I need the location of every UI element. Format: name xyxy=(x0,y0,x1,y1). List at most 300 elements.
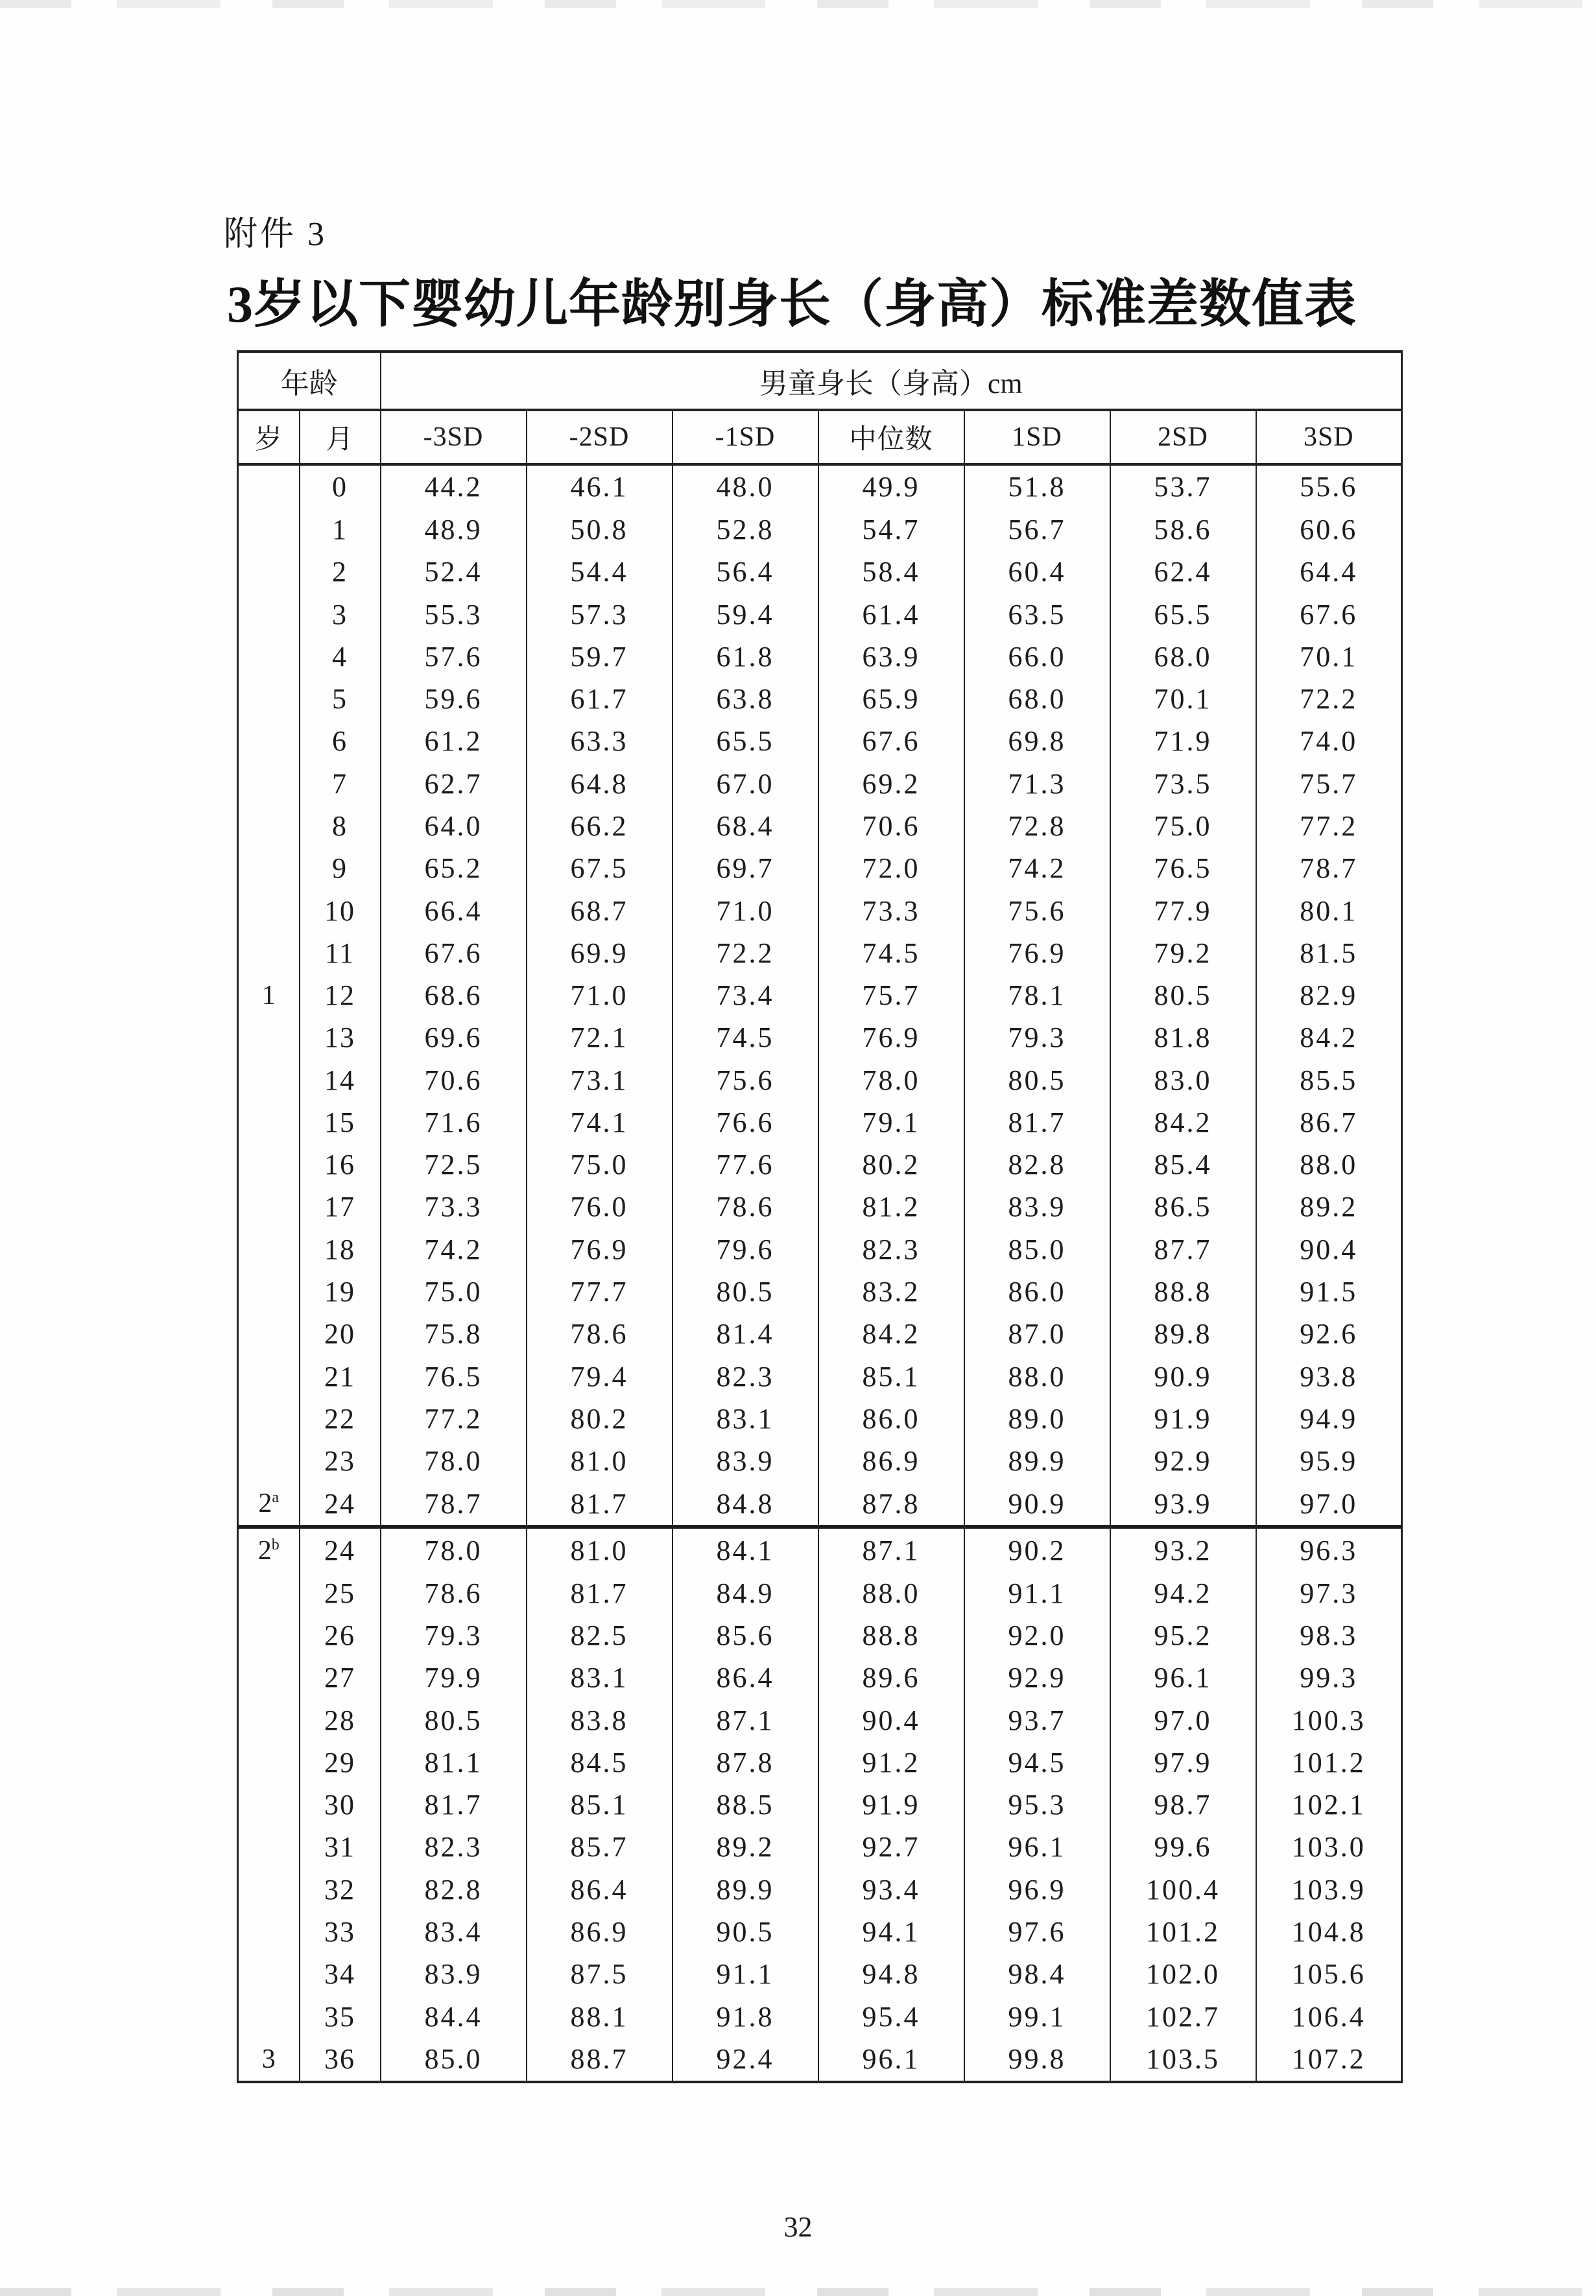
value-cell: 96.1 xyxy=(818,2038,964,2082)
value-cell: 58.6 xyxy=(1110,508,1256,551)
value-cell: 72.5 xyxy=(381,1143,527,1186)
value-cell: 87.7 xyxy=(1110,1228,1256,1271)
value-cell: 81.7 xyxy=(527,1572,673,1614)
value-cell: 48.0 xyxy=(673,464,818,508)
value-cell: 86.7 xyxy=(1256,1101,1402,1143)
value-cell: 87.8 xyxy=(818,1482,964,1527)
value-cell: 75.6 xyxy=(673,1059,818,1101)
year-cell: 2$^b$ xyxy=(238,1527,300,1572)
value-cell: 67.0 xyxy=(673,763,818,805)
month-cell: 10 xyxy=(300,889,381,931)
value-cell: 72.8 xyxy=(964,805,1110,847)
value-cell: 83.0 xyxy=(1110,1059,1256,1101)
value-cell: 74.1 xyxy=(527,1101,673,1143)
value-cell: 88.1 xyxy=(527,1995,673,2037)
year-cell xyxy=(238,1911,300,1953)
value-cell: 81.4 xyxy=(673,1313,818,1355)
value-cell: 63.5 xyxy=(964,593,1110,635)
value-cell: 57.3 xyxy=(527,593,673,635)
value-cell: 98.3 xyxy=(1256,1614,1402,1656)
table-row xyxy=(238,1784,1402,1826)
value-cell: 85.1 xyxy=(818,1355,964,1397)
value-cell: 67.6 xyxy=(381,932,527,974)
value-cell: 77.9 xyxy=(1110,889,1256,931)
value-cell: 73.4 xyxy=(673,974,818,1016)
month-cell: 30 xyxy=(300,1784,381,1826)
month-cell: 29 xyxy=(300,1741,381,1784)
value-cell: 98.7 xyxy=(1110,1784,1256,1826)
value-cell: 86.9 xyxy=(527,1911,673,1953)
value-cell: 68.4 xyxy=(673,805,818,847)
value-cell: 91.5 xyxy=(1256,1271,1402,1313)
value-cell: 96.1 xyxy=(1110,1656,1256,1699)
table-row xyxy=(238,1482,1402,1527)
month-cell: 23 xyxy=(300,1440,381,1482)
value-cell: 81.0 xyxy=(527,1527,673,1572)
value-cell: 81.7 xyxy=(527,1482,673,1527)
value-cell: 104.8 xyxy=(1256,1911,1402,1953)
month-cell: 13 xyxy=(300,1016,381,1058)
value-cell: 90.2 xyxy=(964,1527,1110,1572)
value-cell: 92.7 xyxy=(818,1826,964,1868)
value-cell: 87.0 xyxy=(964,1313,1110,1355)
table-row xyxy=(238,974,1402,1016)
value-cell: 58.4 xyxy=(818,551,964,593)
value-cell: 69.6 xyxy=(381,1016,527,1058)
value-cell: 82.3 xyxy=(381,1826,527,1868)
value-cell: 94.1 xyxy=(818,1911,964,1953)
value-cell: 79.4 xyxy=(527,1355,673,1397)
value-cell: 88.8 xyxy=(1110,1271,1256,1313)
year-cell: 3 xyxy=(238,2038,300,2082)
value-cell: 62.7 xyxy=(381,763,527,805)
value-cell: 78.1 xyxy=(964,974,1110,1016)
value-cell: 76.6 xyxy=(673,1101,818,1143)
value-cell: 78.6 xyxy=(381,1572,527,1614)
value-cell: 76.0 xyxy=(527,1186,673,1228)
value-cell: 79.6 xyxy=(673,1228,818,1271)
table-row xyxy=(238,847,1402,889)
value-cell: 100.4 xyxy=(1110,1869,1256,1911)
year-cell xyxy=(238,1784,300,1826)
value-cell: 95.2 xyxy=(1110,1614,1256,1656)
value-cell: 72.1 xyxy=(527,1016,673,1058)
table-row xyxy=(238,1527,1402,1572)
value-cell: 78.6 xyxy=(673,1186,818,1228)
value-cell: 59.6 xyxy=(381,678,527,720)
month-cell: 28 xyxy=(300,1699,381,1741)
value-cell: 52.8 xyxy=(673,508,818,551)
year-superscript: a xyxy=(272,1489,280,1507)
year-cell: 1 xyxy=(238,974,300,1016)
month-cell: 27 xyxy=(300,1656,381,1699)
month-cell: 2 xyxy=(300,551,381,593)
value-cell: 83.8 xyxy=(527,1699,673,1741)
table-row xyxy=(238,1016,1402,1058)
value-cell: 89.0 xyxy=(964,1398,1110,1440)
value-cell: 78.0 xyxy=(381,1440,527,1482)
value-cell: 83.4 xyxy=(381,1911,527,1953)
value-cell: 65.5 xyxy=(1110,593,1256,635)
value-cell: 71.3 xyxy=(964,763,1110,805)
value-cell: 82.5 xyxy=(527,1614,673,1656)
month-cell: 17 xyxy=(300,1186,381,1228)
value-cell: 84.9 xyxy=(673,1572,818,1614)
value-cell: 76.5 xyxy=(1110,847,1256,889)
value-cell: 82.3 xyxy=(818,1228,964,1271)
value-cell: 99.6 xyxy=(1110,1826,1256,1868)
year-cell xyxy=(238,1440,300,1482)
value-cell: 46.1 xyxy=(527,464,673,508)
value-cell: 93.2 xyxy=(1110,1527,1256,1572)
value-cell: 73.5 xyxy=(1110,763,1256,805)
value-cell: 53.7 xyxy=(1110,464,1256,508)
value-cell: 51.8 xyxy=(964,464,1110,508)
month-cell: 14 xyxy=(300,1059,381,1101)
value-cell: 77.6 xyxy=(673,1143,818,1186)
value-cell: 88.0 xyxy=(964,1355,1110,1397)
value-cell: 69.9 xyxy=(527,932,673,974)
value-cell: 68.7 xyxy=(527,889,673,931)
value-cell: 83.9 xyxy=(381,1953,527,1995)
value-cell: 69.7 xyxy=(673,847,818,889)
table-row xyxy=(238,932,1402,974)
month-cell: 4 xyxy=(300,636,381,678)
value-cell: 92.4 xyxy=(673,2038,818,2082)
month-cell: 7 xyxy=(300,763,381,805)
value-cell: 79.9 xyxy=(381,1656,527,1699)
value-cell: 68.0 xyxy=(1110,636,1256,678)
value-cell: 83.1 xyxy=(527,1656,673,1699)
value-cell: 89.9 xyxy=(964,1440,1110,1482)
value-cell: 101.2 xyxy=(1256,1741,1402,1784)
page-number: 32 xyxy=(783,2211,813,2243)
value-cell: 81.2 xyxy=(818,1186,964,1228)
table-row xyxy=(238,551,1402,593)
value-cell: 80.5 xyxy=(673,1271,818,1313)
value-cell: 83.2 xyxy=(818,1271,964,1313)
value-cell: 80.5 xyxy=(964,1059,1110,1101)
value-cell: 90.9 xyxy=(964,1482,1110,1527)
table-body xyxy=(238,464,1402,2082)
year-cell xyxy=(238,932,300,974)
year-cell xyxy=(238,1101,300,1143)
value-cell: 94.2 xyxy=(1110,1572,1256,1614)
year-cell xyxy=(238,1016,300,1058)
value-cell: 93.4 xyxy=(818,1869,964,1911)
value-cell: 74.2 xyxy=(381,1228,527,1271)
month-cell: 24 xyxy=(300,1482,381,1527)
header-column-row xyxy=(238,410,1402,464)
header-age-group: 年龄 xyxy=(238,352,381,410)
value-cell: 92.6 xyxy=(1256,1313,1402,1355)
column-header-minus3sd: -3SD xyxy=(381,410,527,464)
month-cell: 36 xyxy=(300,2038,381,2082)
table-row xyxy=(238,593,1402,635)
year-cell: 2$^a$ xyxy=(238,1482,300,1527)
value-cell: 89.2 xyxy=(1256,1186,1402,1228)
value-cell: 86.5 xyxy=(1110,1186,1256,1228)
table-row xyxy=(238,2038,1402,2082)
table-row xyxy=(238,464,1402,508)
column-header-1sd: 1SD xyxy=(964,410,1110,464)
value-cell: 49.9 xyxy=(818,464,964,508)
value-cell: 65.9 xyxy=(818,678,964,720)
value-cell: 48.9 xyxy=(381,508,527,551)
value-cell: 95.4 xyxy=(818,1995,964,2037)
value-cell: 70.1 xyxy=(1110,678,1256,720)
value-cell: 87.1 xyxy=(818,1527,964,1572)
value-cell: 84.1 xyxy=(673,1527,818,1572)
month-cell: 8 xyxy=(300,805,381,847)
value-cell: 74.5 xyxy=(818,932,964,974)
year-cell xyxy=(238,805,300,847)
value-cell: 93.9 xyxy=(1110,1482,1256,1527)
month-cell: 16 xyxy=(300,1143,381,1186)
year-cell xyxy=(238,1741,300,1784)
value-cell: 81.7 xyxy=(381,1784,527,1826)
value-cell: 71.6 xyxy=(381,1101,527,1143)
table-row xyxy=(238,1228,1402,1271)
value-cell: 70.6 xyxy=(381,1059,527,1101)
year-cell xyxy=(238,1826,300,1868)
table-row xyxy=(238,1355,1402,1397)
value-cell: 75.7 xyxy=(1256,763,1402,805)
column-header-2sd: 2SD xyxy=(1110,410,1256,464)
column-header-minus2sd: -2SD xyxy=(527,410,673,464)
column-header-minus1sd: -1SD xyxy=(673,410,818,464)
value-cell: 76.5 xyxy=(381,1355,527,1397)
value-cell: 84.4 xyxy=(381,1995,527,2037)
table-row xyxy=(238,1059,1402,1101)
value-cell: 77.2 xyxy=(1256,805,1402,847)
table-row xyxy=(238,1186,1402,1228)
value-cell: 89.8 xyxy=(1110,1313,1256,1355)
month-cell: 3 xyxy=(300,593,381,635)
value-cell: 92.9 xyxy=(964,1656,1110,1699)
value-cell: 79.1 xyxy=(818,1101,964,1143)
value-cell: 94.5 xyxy=(964,1741,1110,1784)
year-superscript: b xyxy=(271,1536,280,1553)
year-cell xyxy=(238,508,300,551)
header-measure-group: 男童身长（身高）cm xyxy=(381,352,1402,410)
value-cell: 78.0 xyxy=(381,1527,527,1572)
year-cell xyxy=(238,464,300,508)
month-cell: 19 xyxy=(300,1271,381,1313)
value-cell: 85.4 xyxy=(1110,1143,1256,1186)
value-cell: 91.9 xyxy=(1110,1398,1256,1440)
value-cell: 88.5 xyxy=(673,1784,818,1826)
value-cell: 103.9 xyxy=(1256,1869,1402,1911)
value-cell: 86.0 xyxy=(818,1398,964,1440)
table-row xyxy=(238,1869,1402,1911)
value-cell: 92.9 xyxy=(1110,1440,1256,1482)
table-row xyxy=(238,1699,1402,1741)
value-cell: 65.5 xyxy=(673,720,818,762)
value-cell: 73.3 xyxy=(818,889,964,931)
value-cell: 64.0 xyxy=(381,805,527,847)
value-cell: 55.6 xyxy=(1256,464,1402,508)
scan-artifact-top xyxy=(0,0,1596,8)
value-cell: 74.0 xyxy=(1256,720,1402,762)
value-cell: 96.1 xyxy=(964,1826,1110,1868)
value-cell: 92.0 xyxy=(964,1614,1110,1656)
value-cell: 94.8 xyxy=(818,1953,964,1995)
value-cell: 65.2 xyxy=(381,847,527,889)
value-cell: 88.0 xyxy=(818,1572,964,1614)
value-cell: 87.1 xyxy=(673,1699,818,1741)
value-cell: 85.6 xyxy=(673,1614,818,1656)
value-cell: 79.3 xyxy=(381,1614,527,1656)
value-cell: 78.0 xyxy=(818,1059,964,1101)
value-cell: 102.1 xyxy=(1256,1784,1402,1826)
value-cell: 82.8 xyxy=(964,1143,1110,1186)
value-cell: 103.5 xyxy=(1110,2038,1256,2082)
value-cell: 44.2 xyxy=(381,464,527,508)
value-cell: 86.4 xyxy=(673,1656,818,1699)
month-cell: 34 xyxy=(300,1953,381,1995)
value-cell: 88.0 xyxy=(1256,1143,1402,1186)
value-cell: 76.9 xyxy=(527,1228,673,1271)
scan-artifact-bottom xyxy=(0,2288,1596,2296)
value-cell: 75.0 xyxy=(527,1143,673,1186)
value-cell: 63.8 xyxy=(673,678,818,720)
value-cell: 80.5 xyxy=(1110,974,1256,1016)
value-cell: 68.0 xyxy=(964,678,1110,720)
value-cell: 84.2 xyxy=(818,1313,964,1355)
year-cell xyxy=(238,678,300,720)
table-row xyxy=(238,1313,1402,1355)
value-cell: 80.1 xyxy=(1256,889,1402,931)
table-row xyxy=(238,1398,1402,1440)
month-cell: 24 xyxy=(300,1527,381,1572)
value-cell: 86.4 xyxy=(527,1869,673,1911)
value-cell: 54.7 xyxy=(818,508,964,551)
table-row xyxy=(238,1741,1402,1784)
value-cell: 96.3 xyxy=(1256,1527,1402,1572)
page-title: 3岁以下婴幼儿年龄别身长（身高）标准差数值表 xyxy=(227,276,1357,333)
value-cell: 60.6 xyxy=(1256,508,1402,551)
value-cell: 85.7 xyxy=(527,1826,673,1868)
month-cell: 26 xyxy=(300,1614,381,1656)
table-header xyxy=(238,352,1402,464)
table-row xyxy=(238,1656,1402,1699)
column-header-month: 月 xyxy=(300,410,381,464)
value-cell: 77.2 xyxy=(381,1398,527,1440)
value-cell: 91.1 xyxy=(964,1572,1110,1614)
value-cell: 97.0 xyxy=(1256,1482,1402,1527)
value-cell: 63.9 xyxy=(818,636,964,678)
value-cell: 84.2 xyxy=(1110,1101,1256,1143)
year-cell xyxy=(238,1059,300,1101)
value-cell: 87.8 xyxy=(673,1741,818,1784)
value-cell: 61.8 xyxy=(673,636,818,678)
table-row xyxy=(238,1271,1402,1313)
year-cell xyxy=(238,1313,300,1355)
value-cell: 94.9 xyxy=(1256,1398,1402,1440)
value-cell: 80.5 xyxy=(381,1699,527,1741)
table-row xyxy=(238,763,1402,805)
value-cell: 102.0 xyxy=(1110,1953,1256,1995)
value-cell: 55.3 xyxy=(381,593,527,635)
value-cell: 91.1 xyxy=(673,1953,818,1995)
year-cell xyxy=(238,1656,300,1699)
table-row xyxy=(238,805,1402,847)
value-cell: 81.8 xyxy=(1110,1016,1256,1058)
column-header-3sd: 3SD xyxy=(1256,410,1402,464)
value-cell: 89.9 xyxy=(673,1869,818,1911)
value-cell: 97.9 xyxy=(1110,1741,1256,1784)
value-cell: 69.2 xyxy=(818,763,964,805)
value-cell: 68.6 xyxy=(381,974,527,1016)
month-cell: 25 xyxy=(300,1572,381,1614)
value-cell: 97.6 xyxy=(964,1911,1110,1953)
year-cell xyxy=(238,1953,300,1995)
value-cell: 67.5 xyxy=(527,847,673,889)
value-cell: 83.1 xyxy=(673,1398,818,1440)
value-cell: 89.6 xyxy=(818,1656,964,1699)
year-cell xyxy=(238,1228,300,1271)
value-cell: 75.6 xyxy=(964,889,1110,931)
value-cell: 90.4 xyxy=(1256,1228,1402,1271)
value-cell: 74.5 xyxy=(673,1016,818,1058)
value-cell: 56.4 xyxy=(673,551,818,593)
value-cell: 72.2 xyxy=(673,932,818,974)
column-header-year: 岁 xyxy=(238,410,300,464)
value-cell: 90.9 xyxy=(1110,1355,1256,1397)
year-cell xyxy=(238,551,300,593)
value-cell: 89.2 xyxy=(673,1826,818,1868)
value-cell: 67.6 xyxy=(1256,593,1402,635)
value-cell: 66.2 xyxy=(527,805,673,847)
value-cell: 61.7 xyxy=(527,678,673,720)
value-cell: 79.3 xyxy=(964,1016,1110,1058)
value-cell: 79.2 xyxy=(1110,932,1256,974)
value-cell: 72.2 xyxy=(1256,678,1402,720)
value-cell: 76.9 xyxy=(964,932,1110,974)
value-cell: 88.8 xyxy=(818,1614,964,1656)
value-cell: 76.9 xyxy=(818,1016,964,1058)
value-cell: 85.1 xyxy=(527,1784,673,1826)
month-cell: 31 xyxy=(300,1826,381,1868)
value-cell: 78.6 xyxy=(527,1313,673,1355)
value-cell: 85.0 xyxy=(964,1228,1110,1271)
value-cell: 99.3 xyxy=(1256,1656,1402,1699)
month-cell: 15 xyxy=(300,1101,381,1143)
table-row xyxy=(238,1911,1402,1953)
year-cell xyxy=(238,889,300,931)
value-cell: 86.0 xyxy=(964,1271,1110,1313)
value-cell: 101.2 xyxy=(1110,1911,1256,1953)
month-cell: 21 xyxy=(300,1355,381,1397)
value-cell: 62.4 xyxy=(1110,551,1256,593)
value-cell: 84.2 xyxy=(1256,1016,1402,1058)
value-cell: 61.2 xyxy=(381,720,527,762)
table-row xyxy=(238,1440,1402,1482)
month-cell: 33 xyxy=(300,1911,381,1953)
value-cell: 93.8 xyxy=(1256,1355,1402,1397)
year-cell xyxy=(238,1699,300,1741)
value-cell: 82.9 xyxy=(1256,974,1402,1016)
value-cell: 78.7 xyxy=(381,1482,527,1527)
year-cell xyxy=(238,763,300,805)
value-cell: 75.8 xyxy=(381,1313,527,1355)
month-cell: 11 xyxy=(300,932,381,974)
value-cell: 90.4 xyxy=(818,1699,964,1741)
year-cell xyxy=(238,1271,300,1313)
year-cell xyxy=(238,1355,300,1397)
header-group-row xyxy=(238,352,1402,410)
